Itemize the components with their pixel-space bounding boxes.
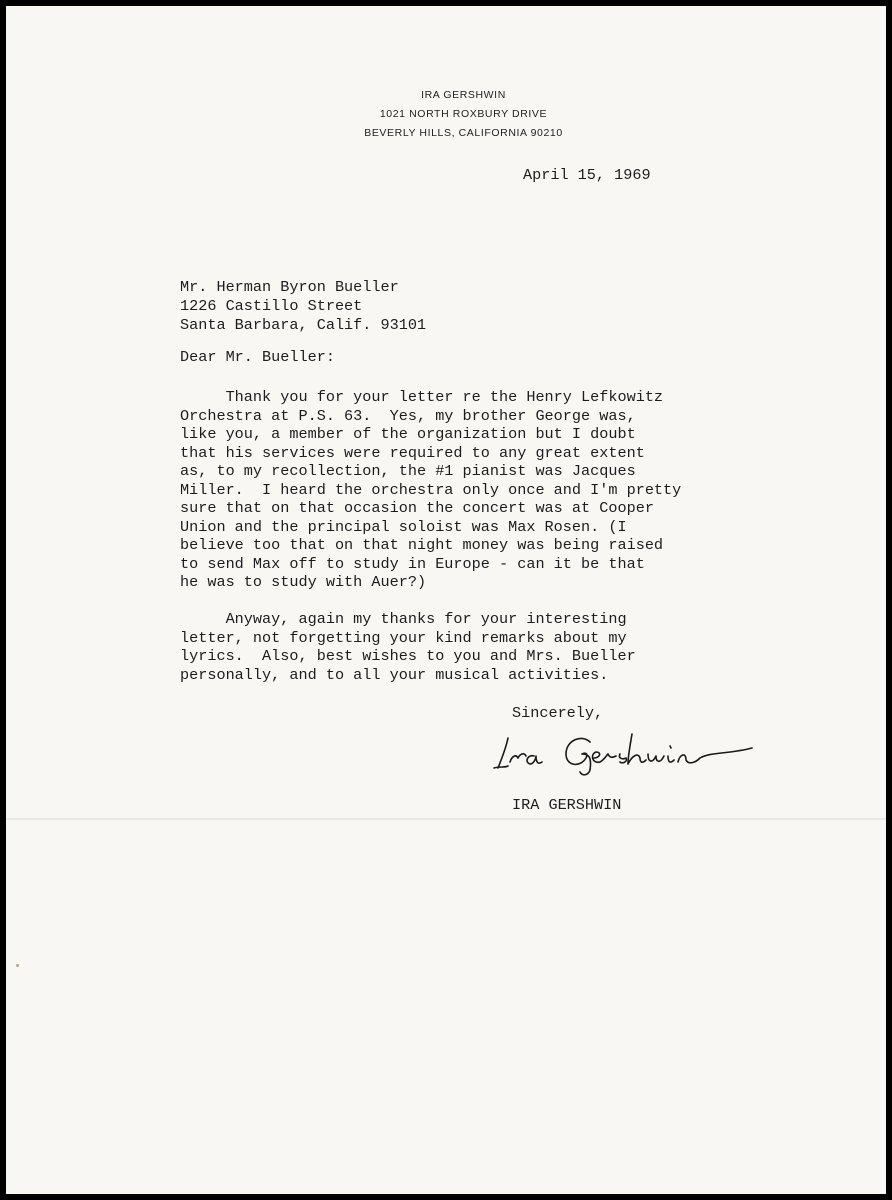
signature-drawing <box>490 728 760 778</box>
recipient-street: 1226 Castillo Street <box>180 297 363 315</box>
closing: Sincerely, <box>512 704 604 722</box>
body-paragraph-1: Thank you for your letter re the Henry Lefkowitz Orchestra at P.S. 63. Yes, my brother George was, like you, a member of the organization but I doubt that his services were required to any great extent as, to my recollection, the #1 pianist was Jacques Miller. I heard the orchestra only once and I'm pretty sure that on that occasion the concert was at Cooper Union and the principal soloist was Max Rosen. (I believe too that on that night money was being raised to send Max off to study in Europe - can it be that he was to study with Auer?) <box>180 388 682 591</box>
handwritten-signature <box>490 728 760 778</box>
signer-name: IRA GERSHWIN <box>512 796 622 814</box>
letterhead <box>336 86 591 143</box>
letter-date: April 15, 1969 <box>523 166 651 184</box>
recipient-name: Mr. Herman Byron Bueller <box>180 278 399 296</box>
paper-fold <box>6 818 886 820</box>
recipient-address <box>180 278 426 335</box>
body-paragraph-2: Anyway, again my thanks for your interesting letter, not forgetting your kind remarks about my lyrics. Also, best wishes to you and Mrs. Bueller personally, and to all your musical activities. <box>180 610 636 684</box>
letter-page <box>6 6 886 1194</box>
recipient-city: Santa Barbara, Calif. 93101 <box>180 316 427 334</box>
salutation: Dear Mr. Bueller: <box>180 348 335 366</box>
letterhead-street: 1021 NORTH ROXBURY DRIVE <box>379 108 548 120</box>
letterhead-name: IRA GERSHWIN <box>421 89 506 101</box>
letterhead-city: BEVERLY HILLS, CALIFORNIA 90210 <box>364 127 563 139</box>
paper-speck <box>16 964 19 967</box>
